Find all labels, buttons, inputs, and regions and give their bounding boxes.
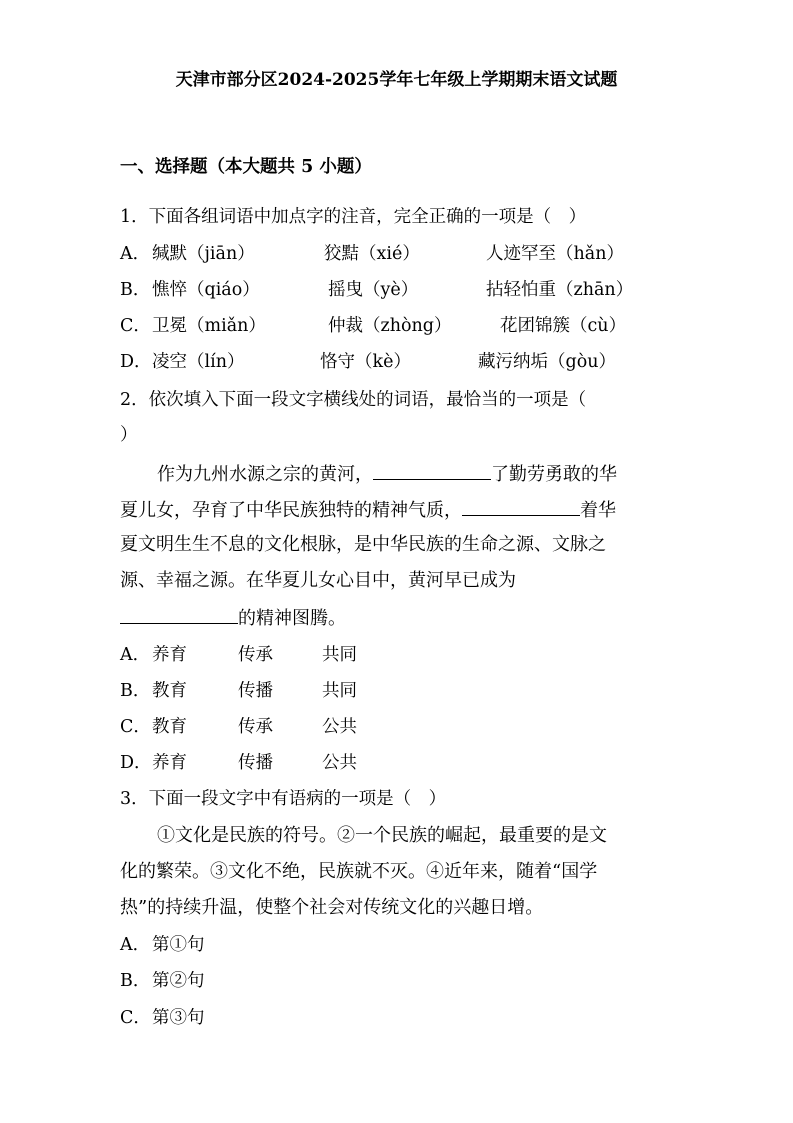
- section-heading: 一、选择题（本大题共 5 小题）: [120, 157, 372, 177]
- q2-stem-close: ）: [120, 425, 138, 445]
- fill-blank-3: [120, 605, 238, 624]
- fill-blank-2: [462, 497, 580, 516]
- q3-passage-line: 化的繁荣。③文化不绝，民族就不灭。④近年来，随着“国学: [120, 861, 598, 882]
- q3-passage-line: ①文化是民族的符号。②一个民族的崛起，最重要的是文: [157, 825, 607, 846]
- q2-passage-line: 源、幸福之源。在华夏儿女心目中，黄河早已成为: [120, 570, 516, 591]
- q1-stem: 1．下面各组词语中加点字的注音，完全正确的一项是（ ）: [120, 207, 587, 227]
- fill-blank-1: [373, 461, 491, 480]
- q2-passage-line: 夏儿女，孕育了中华民族独特的精神气质， 着华: [120, 497, 616, 523]
- q2-stem: 2．依次填入下面一段文字横线处的词语，最恰当的一项是（: [120, 390, 587, 410]
- q3-passage-line: 热”的持续升温，使整个社会对传统文化的兴趣日增。: [120, 897, 544, 918]
- q2-passage-line: 夏文明生生不息的文化根脉，是中华民族的生命之源、文脉之: [120, 534, 606, 555]
- exam-page: 天津市部分区2024-2025学年七年级上学期期末语文试题 一、选择题（本大题共 5 小题） 1．下面各组词语中加点字的注音，完全正确的一项是（ ） A． 缄默（jiān） 狡黠（xié） 人迹罕至（hǎn） B． 憔悴（qiáo） 摇曳（yè） 拈轻怕重（zhān） C． 卫冕（miǎn） 仲裁（zhòng） 花团锦簇（cù） D． 凌空（lín） 恪守（kè） 藏污纳垢（gòu） 2．依次填入下面一段文字横线处的词语，最恰当的一项是（ ） 作为九州水源之宗的黄河， 了勤劳勇敢的华 夏儿女，孕育了中华民族独特的精神气质， 着华 夏文明生生不息的文化根脉，是中华民族的生命之源、文脉之 源、幸福之源。在华夏儿女心目中，黄河早已成为 的精神图腾。 A． 养育 传承 共同 B． 教育 传播 共同 C． 教育 传承 公共 D． 养育 传播 公共 3．下面一段文字中有语病的一项是（ ） ①文化是民族的符号。②一个民族的崛起，最重要的是文 化的繁荣。③文化不绝，民族就不灭。④近年来，随着“国学 热”的持续升温，使整个社会对传统文化的兴趣日增。 A． 第①句 B． 第②句 C． 第③句: [0, 0, 793, 1123]
- q2-passage-line: 作为九州水源之宗的黄河， 了勤劳勇敢的华: [157, 461, 617, 487]
- q3-stem: 3．下面一段文字中有语病的一项是（ ）: [120, 789, 447, 809]
- q2-passage-line: 的精神图腾。: [120, 605, 346, 631]
- document-title: 天津市部分区2024-2025学年七年级上学期期末语文试题: [175, 70, 618, 90]
